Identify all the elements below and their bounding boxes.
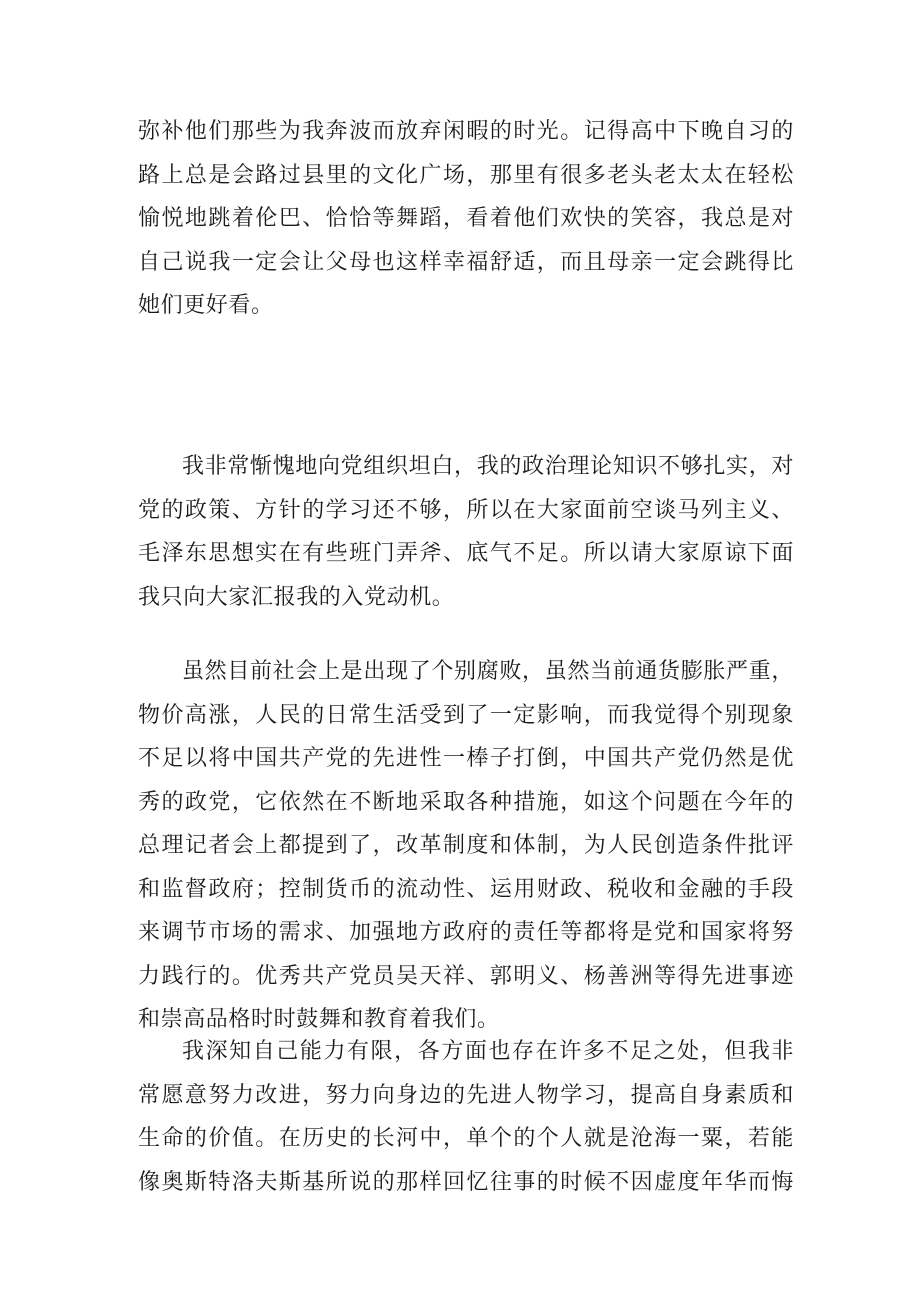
paragraph-line: 她们更好看。 bbox=[138, 293, 274, 318]
paragraph-1 bbox=[138, 110, 794, 328]
paragraph-line: 弥补他们那些为我奔波而放弃闲暇的时光。记得高中下晚自习的 bbox=[138, 119, 794, 144]
paragraph-line: 我非常惭愧地向党组织坦白，我的政治理论知识不够扎实，对 bbox=[182, 454, 794, 479]
paragraph-line: 秀的政党，它依然在不断地采取各种措施，如这个问题在今年的 bbox=[138, 789, 794, 815]
paragraph-line: 和崇高品格时时鼓舞和教育着我们。 bbox=[138, 1007, 500, 1032]
paragraph-4 bbox=[138, 1030, 794, 1204]
paragraph-line: 毛泽东思想实在有些班门弄斧、底气不足。所以请大家原谅下面 bbox=[138, 541, 794, 566]
paragraph-line: 路上总是会路过县里的文化广场，那里有很多老头老太太在轻松 bbox=[138, 162, 794, 188]
paragraph-line: 生命的价值。在历史的长河中，单个的个人就是沧海一粟，若能 bbox=[138, 1126, 794, 1151]
paragraph-line: 不足以将中国共产党的先进性一棒子打倒，中国共产党仍然是优 bbox=[138, 746, 794, 771]
paragraph-2 bbox=[138, 445, 794, 619]
paragraph-line: 常愿意努力改进，努力向身边的先进人物学习，提高自身素质和 bbox=[138, 1082, 794, 1108]
paragraph-line: 愉悦地跳着伦巴、恰恰等舞蹈，看着他们欢快的笑容，我总是对 bbox=[138, 206, 794, 231]
paragraph-line: 党的政策、方针的学习还不够，所以在大家面前空谈马列主义、 bbox=[138, 497, 794, 523]
paragraph-line: 自己说我一定会让父母也这样幸福舒适，而且母亲一定会跳得比 bbox=[138, 249, 794, 275]
paragraph-3 bbox=[138, 650, 794, 1042]
paragraph-line: 来调节市场的需求、加强地方政府的责任等都将是党和国家将努 bbox=[138, 920, 794, 945]
paragraph-line: 物价高涨，人民的日常生活受到了一定影响，而我觉得个别现象 bbox=[138, 702, 794, 728]
paragraph-line: 我深知自己能力有限，各方面也存在许多不足之处，但我非 bbox=[182, 1039, 794, 1064]
paragraph-line: 力践行的。优秀共产党员吴天祥、郭明义、杨善洲等得先进事迹 bbox=[138, 963, 794, 989]
paragraph-line: 像奥斯特洛夫斯基所说的那样回忆往事的时候不因虚度年华而悔 bbox=[138, 1169, 794, 1195]
paragraph-line: 和监督政府；控制货币的流动性、运用财政、税收和金融的手段 bbox=[138, 876, 794, 902]
paragraph-line: 虽然目前社会上是出现了个别腐败，虽然当前通货膨胀严重， bbox=[182, 659, 794, 684]
paragraph-line: 总理记者会上都提到了，改革制度和体制，为人民创造条件批评 bbox=[138, 833, 794, 858]
paragraph-line: 我只向大家汇报我的入党动机。 bbox=[138, 584, 455, 610]
